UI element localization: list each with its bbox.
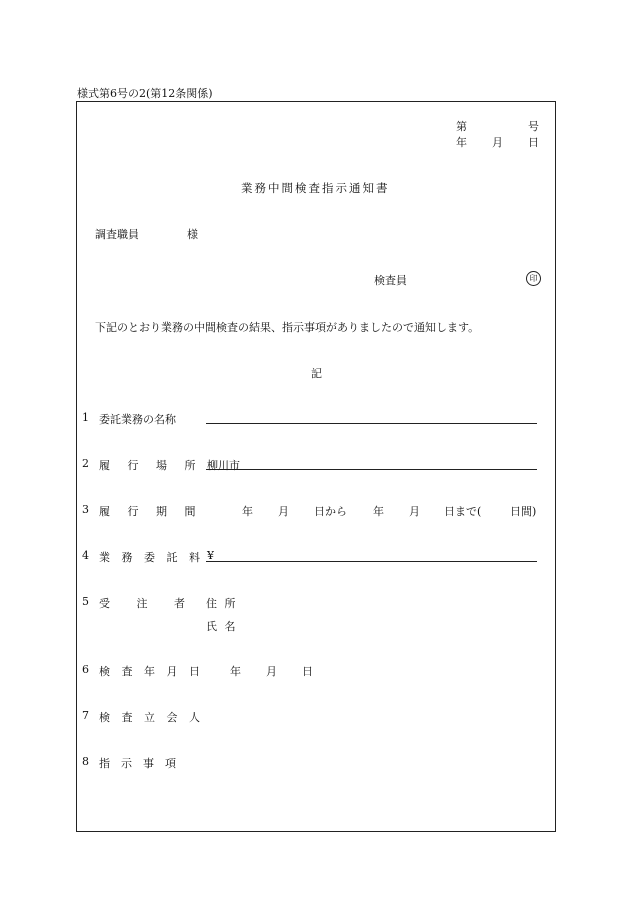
addressee-sama: 様 <box>187 228 198 241</box>
item-4-label: 業 務 委 託 料 <box>99 551 204 564</box>
inspection-nichi: 日 <box>302 665 313 678</box>
item-7-label: 検 査 立 会 人 <box>99 711 204 724</box>
number-dai: 第 <box>456 120 467 133</box>
item-1-num: 1 <box>82 411 89 424</box>
contractor-name: 氏 名 <box>206 620 238 633</box>
contractor-address: 住 所 <box>206 597 238 610</box>
period-gatsu-1: 月 <box>278 505 289 518</box>
date-nen: 年 <box>456 136 467 149</box>
item-1-line <box>206 423 537 424</box>
item-4-value: ¥ <box>207 549 214 562</box>
period-days: 日間) <box>510 505 537 518</box>
inspection-nen: 年 <box>230 665 241 678</box>
period-from: 日から <box>314 505 347 518</box>
item-7-num: 7 <box>82 709 89 722</box>
item-2-line <box>206 469 537 470</box>
number-go: 号 <box>528 120 539 133</box>
inspector-label: 検査員 <box>374 274 407 287</box>
seal-mark: 印 <box>526 271 541 286</box>
item-4-num: 4 <box>82 549 89 562</box>
item-8-num: 8 <box>82 755 89 768</box>
form-label: 様式第6号の2(第12条関係) <box>77 87 213 100</box>
intro-text: 下記のとおり業務の中間検査の結果、指示事項がありましたので通知します。 <box>95 321 480 334</box>
inspection-gatsu: 月 <box>266 665 277 678</box>
period-nen-2: 年 <box>373 505 384 518</box>
item-5-label: 受 注 者 <box>99 597 189 610</box>
date-gatsu: 月 <box>492 136 503 149</box>
item-3-num: 3 <box>82 503 89 516</box>
item-4-line <box>206 561 537 562</box>
addressee-name: 調査職員 <box>95 228 139 241</box>
document-title: 業務中間検査指示通知書 <box>241 181 390 195</box>
item-6-label: 検 査 年 月 日 <box>99 665 204 678</box>
item-5-num: 5 <box>82 595 89 608</box>
item-1-label: 委託業務の名称 <box>99 413 176 426</box>
item-2-value: 柳川市 <box>207 459 240 472</box>
period-nen-1: 年 <box>242 505 253 518</box>
period-gatsu-2: 月 <box>409 505 420 518</box>
period-until: 日まで( <box>444 505 482 518</box>
item-2-num: 2 <box>82 457 89 470</box>
ki-mark: 記 <box>311 367 322 380</box>
item-8-label: 指 示 事 項 <box>99 757 176 770</box>
date-nichi: 日 <box>528 136 539 149</box>
item-3-label: 履 行 期 間 <box>99 505 203 518</box>
item-6-num: 6 <box>82 663 89 676</box>
item-2-label: 履 行 場 所 <box>99 459 203 472</box>
